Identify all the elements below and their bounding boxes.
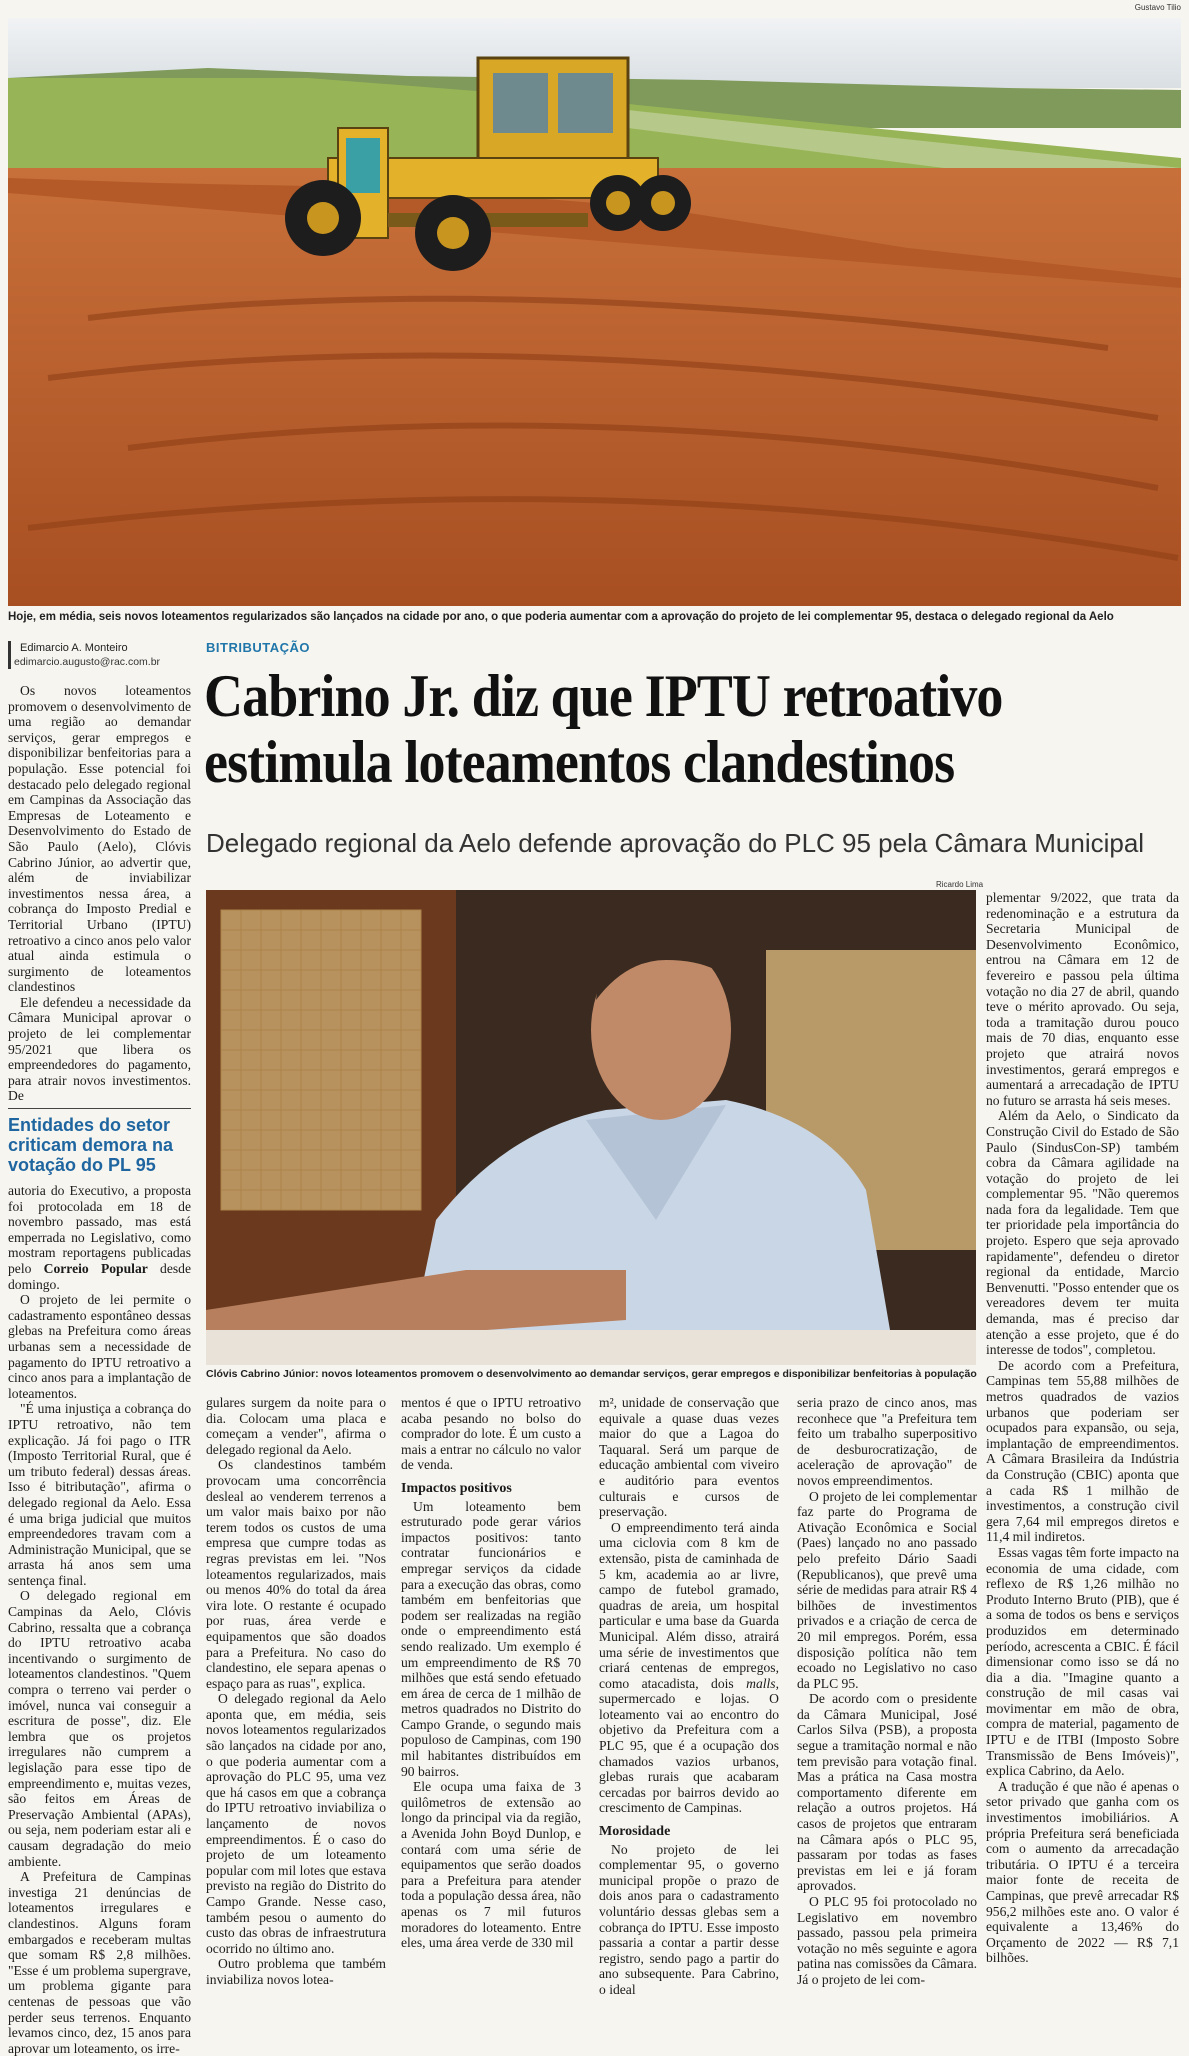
paragraph: No projeto de lei complementar 95, o governo municipal propõe o prazo de dois anos para o cadastramento voluntário dessas glebas sem a cobrança do IPTU. Esse imposto passaria a contar a partir desse registro, sendo pago a partir do ano subsequente. Para Cabrino, o ideal (599, 1841, 779, 1997)
paragraph: O projeto de lei complementar faz parte do Programa de Ativação Econômica e Social (Paes) lançado no ano passado pelo prefeito Dário Saadi (Republicanos), que prevê uma série de medidas para atrair R$ 4 bilhões de investimentos privados e a criação de cerca de 20 mil empregos. Porém, essa disposição política não tem ecoado no Legislativo no caso da PLC 95. (797, 1488, 977, 1691)
subheadline: Delegado regional da Aelo defende aprovação do PLC 95 pela Câmara Municipal (206, 828, 1145, 858)
top-photo (8, 18, 1181, 606)
portrait-photo (206, 890, 976, 1365)
wicker-chair-back (221, 910, 421, 1210)
paragraph: O empreendimento terá ainda uma ciclovia com 8 km de extensão, pista de caminhada de 5 km, academia ao ar livre, campo de futebol gramado, quadras de areia, um hospital particular e uma base da Guarda Municipal. Além disso, atrairá uma série de investimentos que criará centenas de empregos, como atacadista, dois malls, supermercado e lojas. O loteamento vai ao encontro do objetivo da Prefeitura com a PLC 95, que é a ocupação dos chamados vazios urbanos, glebas rurais que acabaram cercadas por bairros devido ao crescimento de Campinas. (599, 1519, 779, 1816)
author-email: edimarcio.augusto@rac.com.br (14, 656, 161, 668)
paragraph: plementar 9/2022, que trata da redenominação e a estrutura da Secretaria Municipal de Desenvolvimento Econômico, entrou na Câmara em 12 de fevereiro e passou pela última votação no dia 27 de abril, quando teve o mérito aprovado. Ou seja, toda a tramitação durou pouco mais de 70 dias, enquanto esse projeto que atrairá novos investimentos, gerará empregos e aumentará a arrecadação de IPTU no futuro se arrasta há seis meses. (986, 890, 1179, 1108)
article-column-2 (206, 1395, 386, 1987)
article-column-4 (599, 1395, 779, 1997)
paragraph: m², unidade de conservação que equivale a quase duas vezes maior do que a Lagoa do Taquaral. Será um parque de educação ambiental com viveiro e auditório para eventos culturais e cursos de preservação. (599, 1395, 779, 1520)
article-column-1 (8, 683, 191, 2056)
article-column-5 (797, 1395, 977, 1987)
divider (8, 1108, 191, 1109)
article-column-3 (401, 1395, 581, 1955)
byline-rule (8, 641, 11, 669)
portrait-caption: Clóvis Cabrino Júnior: novos loteamentos promovem o desenvolvimento ao demandar serviços, gerar empregos e disponibilizar benfeitorias à população (206, 1368, 977, 1380)
headline: Cabrino Jr. diz que IPTU retroativo estimula loteamentos clandestinos (204, 663, 1003, 795)
paragraph: A Prefeitura de Campinas investiga 21 denúncias de loteamentos irregulares e clandestinos. Alguns foram embargados e receberam multas que somam R$ 2,8 milhões. "Esse é um problema supergrave, um problema gigante para centenas de pessoas que vão perder seus terrenos. Enquanto levamos cinco, dez, 15 anos para aprovar um loteamento, os irre- (8, 1869, 191, 2056)
top-photo-caption: Hoje, em média, seis novos loteamentos regularizados são lançados na cidade por ano, o que poderia aumentar com a aprovação do projeto de lei complementar 95, destaca o delegado regional da Aelo (8, 611, 1114, 623)
paragraph: Além da Aelo, o Sindicato da Construção Civil do Estado de São Paulo (SindusCon-SP) também cobra da Câmara agilidade na votação do projeto de lei complementar 95. "Não queremos nada fora da legalidade. Tem que ter prioridade pela importância do projeto. Espero que seja aprovado rapidamente", defendeu o diretor regional da entidade, Marcio Benvenutti. "Posso entender que os vereadores devem ter muita demanda, mas é preciso dar atenção a esse projeto, que é do interesse de todos", completou. (986, 1108, 1179, 1358)
table (206, 1330, 976, 1365)
paragraph: Os clandestinos também provocam uma concorrência desleal ao venderem terrenos a um valor mais baixo por não terem todos os custos de uma empresa que cumpre todas as regras previstas em lei. "Nos loteamentos regularizados, mais ou menos 40% do total da área vira lote. O restante é ocupado por ruas, área verde e equipamentos que são doados para a Prefeitura. No caso do clandestino, ele separa apenas o espaço para as ruas", explica. (206, 1457, 386, 1691)
article-column-right (986, 890, 1179, 1966)
paragraph: gulares surgem da noite para o dia. Colocam uma placa e começam a vender", afirma o delegado regional da Aelo. (206, 1395, 386, 1457)
paragraph: De acordo com a Prefeitura, Campinas tem 55,88 milhões de metros quadrados de vazios urbanos que poderiam ser ocupados para expansão, ou seja, implantação de empreendimentos. A Câmara Brasileira da Indústria da Construção (CBIC) aponta que a cada R$ 1 milhão de investimentos, a construção civil gera 7,64 mil empregos diretos e 11,4 mil indiretos. (986, 1357, 1179, 1545)
paragraph: seria prazo de cinco anos, mas reconhece que "a Prefeitura tem feito um trabalho superpositivo de desburocratização, de aceleração de aprovação" de novos empreendimentos. (797, 1395, 977, 1488)
paragraph: Um loteamento bem estruturado pode gerar vários impactos positivos: tanto contratar funcionários e empregar serviços da cidade para a execução das obras, como também em benfeitorias que podem ser realizadas na região onde o empreendimento está sendo realizado. Um exemplo é um empreendimento de R$ 70 milhões que está sendo efetuado em área de cerca de 1 milhão de metros quadrados no Distrito do Campo Grande, o segundo mais populoso de Campinas, com 190 mil habitantes distribuídos em 90 bairros. (401, 1498, 581, 1779)
paragraph: O projeto de lei permite o cadastramento espontâneo dessas glebas na Prefeitura como áreas urbanas sem a necessidade de pagamento do IPTU retroativo a cinco anos para a implantação de loteamentos. (8, 1292, 191, 1401)
newspaper-name: Correio Popular (43, 1261, 148, 1276)
paragraph: O delegado regional da Aelo aponta que, em média, seis novos loteamentos regularizados são lançados na cidade por ano, o que poderia aumentar com a aprovação do PLC 95, uma vez que há casos em que a cobrança do IPTU retroativo inviabiliza o lançamento de novos empreendimentos. É o caso do projeto de um loteamento popular com mil lotes que estava previsto na região do Distrito do Campo Grande. Nesse caso, também pesou o aumento do custo das obras de infraestrutura ocorrido no último ano. (206, 1691, 386, 1956)
section-subhead: Impactos positivos (401, 1480, 512, 1496)
paragraph: Outro problema que também inviabiliza novos lotea- (206, 1956, 386, 1987)
paragraph: Ele defendeu a necessidade da Câmara Municipal aprovar o projeto de lei complementar 95/2021 que libera os empreendedores do pagamento, para atrair novos investimentos. De (8, 994, 191, 1104)
paragraph: Essas vagas têm forte impacto na economia de uma cidade, com reflexo de R$ 1,26 milhão no Produto Interno Bruto (PIB), que é a soma de todos os bens e serviços produzidos em determinado período, acrescenta a CBIC. É fácil dimensionar como isso se dá no dia a dia. "Imagine quanto a construção de mil casas vai movimentar em mão de obra, compra de material, pagamento de IPTU e de ITBI (Imposto Sobre Transmissão de Bens Imóveis)", explica Cabrino, da Aelo. (986, 1544, 1179, 1779)
photo-credit-top: Gustavo Tilio (1134, 3, 1181, 12)
paragraph: mentos é que o IPTU retroativo acaba pesando no bolso do comprador do lote. É um custo a mais a entrar no cálculo no valor de venda. (401, 1395, 581, 1473)
paragraph: O delegado regional em Campinas da Aelo, Clóvis Cabrino, ressalta que a cobrança do IPTU retroativo acaba incentivando o surgimento de loteamentos clandestinos. "Quem compra o terreno vai perder o imóvel, nunca vai conseguir a escritura de posse", diz. Ele lembra que os projetos irregulares não cumprem a legislação para esse tipo de empreendimento e, muitas vezes, são feitos em Áreas de Preservação Ambiental (APAs), ou seja, nem poderiam estar ali e causam degradação do meio ambiente. (8, 1588, 191, 1869)
photo-credit-portrait: Ricardo Lima (936, 880, 984, 889)
section-subhead: Morosidade (599, 1824, 671, 1840)
section-label: BITRIBUTAÇÃO (206, 640, 310, 655)
inline-subhead: Entidades do setor criticam demora na votação do PL 95 (8, 1115, 174, 1176)
paragraph: A tradução é que não é apenas o setor privado que ganha com os investimentos imobiliários. A própria Prefeitura será beneficiada com o aumento da arrecadação tributária. O IPTU é a terceira maior fonte de receita de Campinas, que prevê arrecadar R$ 956,2 milhões este ano. O valor é equivalente a 13,46% do Orçamento de 2022 — R$ 7,1 bilhões. (986, 1778, 1179, 1966)
paragraph: Ele ocupa uma faixa de 3 quilômetros de extensão ao longo da principal via da região, a Avenida John Boyd Dunlop, e contará com uma série de equipamentos que serão doados para a Prefeitura para atender toda a população dessa área, não apenas os 7 mil futuros moradores do loteamento. Entre eles, uma área verde de 330 mil (401, 1779, 581, 1951)
paragraph: De acordo com o presidente da Câmara Municipal, José Carlos Silva (PSB), a proposta segue a tramitação normal e não tem previsão para votação final. Mas a prática na Casa mostra comportamento diferente em relação a outros projetos. Há casos de projetos que entraram na Câmara após o PLC 95, passaram por todas as fases previstas em lei e já foram aprovados. (797, 1691, 977, 1894)
paragraph: Os novos loteamentos promovem o desenvolvimento de uma região ao demandar serviços, gerar empregos e disponibilizar benfeitorias para a população. Esse potencial foi destacado pelo delegado regional em Campinas da Associação das Empresas de Loteamento e Desenvolvimento do Estado de São Paulo (Aelo), Clóvis Cabrino Júnior, ao advertir que, além de inviabilizar investimentos nessa área, a cobrança do Imposto Predial e Territorial Urbano (IPTU) retroativo a cinco anos pelo valor atual ainda estimula o surgimento de loteamentos clandestinos (8, 683, 191, 995)
paragraph: autoria do Executivo, a proposta foi protocolada em 18 de novembro passado, mas está emperrada no Legislativo, como mostram reportagens publicadas pelo Correio Popular desde domingo. (8, 1183, 191, 1292)
paragraph: "É uma injustiça a cobrança do IPTU retroativo, não tem explicação. Já foi pago o ITR (Imposto Territorial Rural, que é um tributo federal) dessas áreas. Isso é bitributação", afirma o delegado regional da Aelo. Essa é uma briga judicial que muitos empreendedores travam com a Administração Municipal, que se arrasta há anos sem uma sentença final. (8, 1401, 191, 1588)
author-name: Edimarcio A. Monteiro (20, 642, 128, 654)
paragraph: O PLC 95 foi protocolado no Legislativo em novembro passado, passou pela primeira votação no mês seguinte e agora patina nas comissões da Câmara. Já o projeto de lei com- (797, 1894, 977, 1987)
